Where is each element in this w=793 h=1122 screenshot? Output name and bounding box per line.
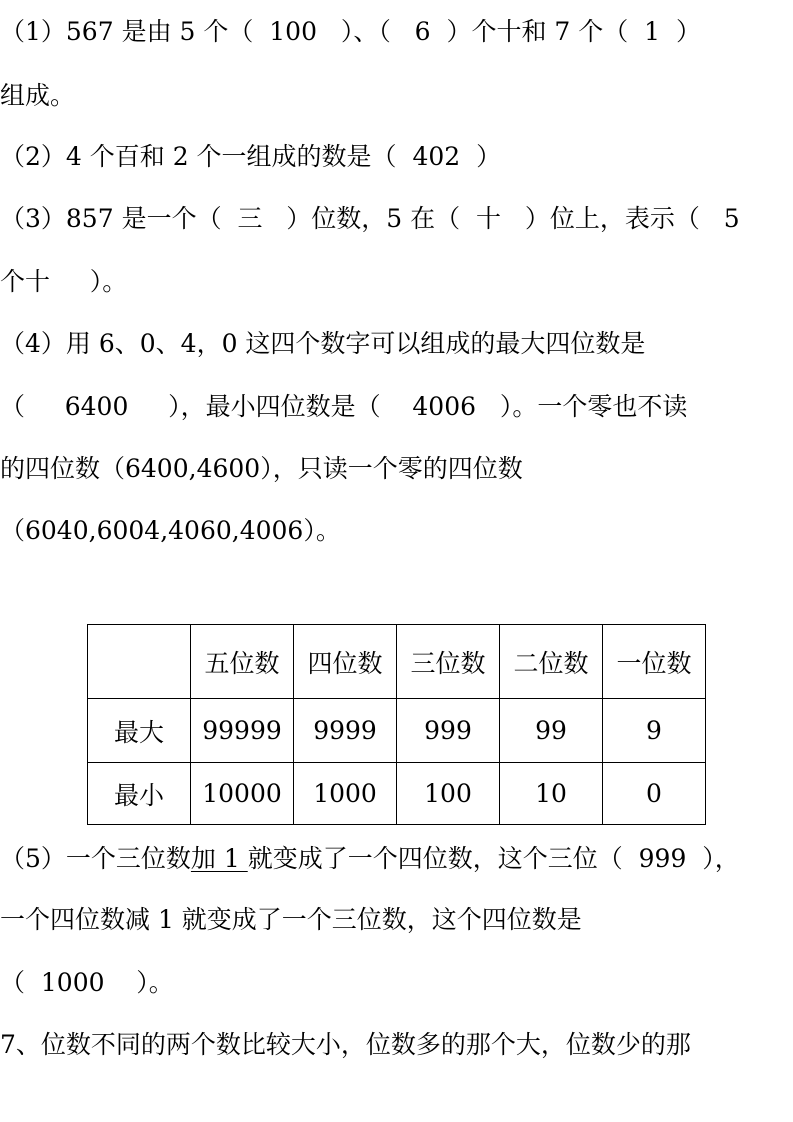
question-2-line: （2）4 个百和 2 个一组成的数是（ 402 ） xyxy=(0,142,502,171)
row-label: 最大 xyxy=(88,699,191,763)
table-cell: 99 xyxy=(500,699,603,763)
question-4-line-4: （6040,6004,4060,4006）。 xyxy=(0,516,341,545)
question-4-line-3: 的四位数（6400,4600），只读一个零的四位数 xyxy=(0,454,523,483)
question-1-line-1: （1）567 是由 5 个（ 100 ）、（ 6 ）个十和 7 个（ 1 ） xyxy=(0,17,701,46)
q5-text-before: （5）一个三位数 xyxy=(0,844,191,873)
table-header-cell: 一位数 xyxy=(603,625,706,699)
table-header-cell: 二位数 xyxy=(500,625,603,699)
table-cell: 9999 xyxy=(294,699,397,763)
digit-place-table xyxy=(87,624,706,825)
question-5-line-2: 一个四位数减 1 就变成了一个三位数，这个四位数是 xyxy=(0,905,582,934)
table-header-cell: 五位数 xyxy=(191,625,294,699)
table-cell: 999 xyxy=(397,699,500,763)
table-header-cell xyxy=(88,625,191,699)
table-cell: 99999 xyxy=(191,699,294,763)
table-cell: 10000 xyxy=(191,763,294,825)
question-4-line-1: （4）用 6、0、4，0 这四个数字可以组成的最大四位数是 xyxy=(0,329,646,358)
row-label: 最小 xyxy=(88,763,191,825)
table-cell: 10 xyxy=(500,763,603,825)
table-cell: 1000 xyxy=(294,763,397,825)
table-row-max xyxy=(88,699,706,763)
table-header-row xyxy=(88,625,706,699)
table-row-min xyxy=(88,763,706,825)
rule-7-line: 7、位数不同的两个数比较大小，位数多的那个大，位数少的那 xyxy=(0,1030,691,1059)
question-3-line-2: 个十 ）。 xyxy=(0,267,128,296)
table-cell: 100 xyxy=(397,763,500,825)
table-cell: 0 xyxy=(603,763,706,825)
q5-text-after: 就变成了一个四位数，这个三位（ 999 ）， xyxy=(247,844,740,873)
question-5-line-1 xyxy=(0,842,740,876)
question-3-line-1: （3）857 是一个（ 三 ）位数，5 在（ 十 ）位上，表示（ 5 xyxy=(0,204,740,233)
question-4-line-2: （ 6400 ），最小四位数是（ 4006 ）。一个零也不读 xyxy=(0,392,688,421)
question-1-line-2: 组成。 xyxy=(0,81,76,110)
question-5-line-3: （ 1000 ）。 xyxy=(0,968,174,997)
table-header-cell: 三位数 xyxy=(397,625,500,699)
table-header-cell: 四位数 xyxy=(294,625,397,699)
q5-underlined-text: 加 1 xyxy=(190,844,248,873)
table-cell: 9 xyxy=(603,699,706,763)
